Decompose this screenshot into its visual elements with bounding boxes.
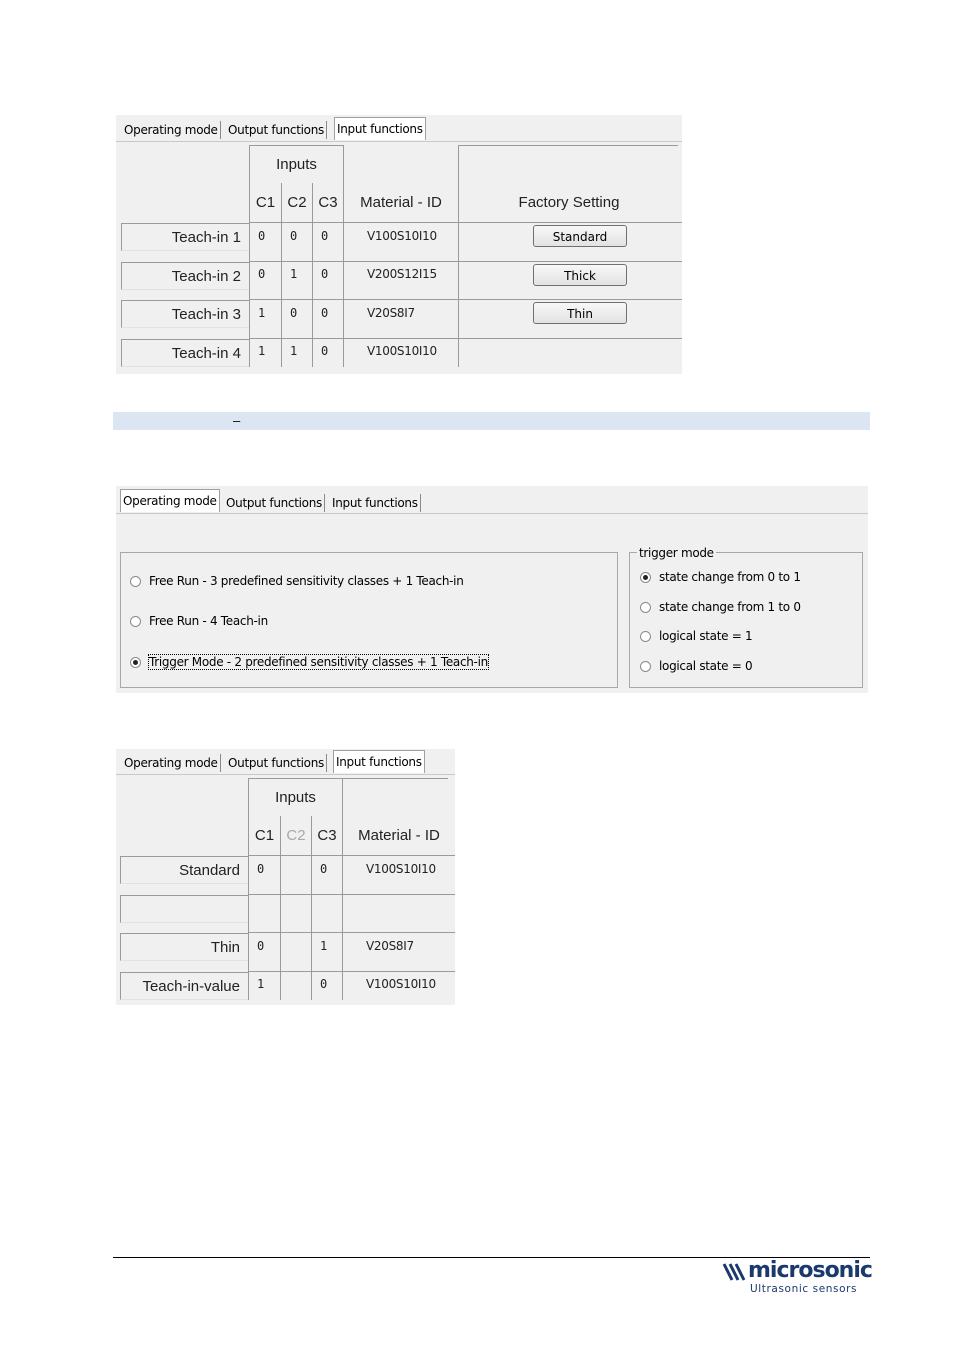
section-separator-bar bbox=[113, 412, 870, 430]
cell-material-id: V100S10I10 bbox=[366, 977, 436, 991]
cell-c1: 1 bbox=[258, 306, 266, 320]
c1-header: C1 bbox=[254, 827, 275, 844]
wave-icon bbox=[722, 1262, 748, 1282]
cell-c1: 0 bbox=[258, 229, 266, 243]
row-label-teach-in-2: Teach-in 2 bbox=[121, 262, 249, 290]
cell-material-id: V100S10I10 bbox=[366, 862, 436, 876]
radio-button-selected[interactable] bbox=[130, 657, 141, 668]
c2-header: C2 bbox=[287, 194, 307, 211]
row-separator bbox=[249, 222, 682, 223]
row-label-empty bbox=[120, 895, 248, 923]
option-label: state change from 1 to 0 bbox=[659, 600, 801, 614]
cell-c1: 1 bbox=[257, 977, 265, 991]
input-functions-panel-1 bbox=[116, 115, 682, 374]
cell-c2: 1 bbox=[290, 344, 298, 358]
row-separator bbox=[248, 932, 455, 933]
cell-c1: 0 bbox=[257, 862, 265, 876]
c1-header: C1 bbox=[255, 194, 276, 211]
input-functions-panel-2 bbox=[116, 749, 455, 1005]
inputs-header: Inputs bbox=[276, 156, 317, 173]
option-label: Free Run - 3 predefined sensitivity classes + 1 Teach-in bbox=[149, 574, 464, 588]
option-label: state change from 0 to 1 bbox=[659, 570, 801, 584]
cell-c2: 1 bbox=[290, 267, 298, 281]
cell-c1: 0 bbox=[257, 939, 265, 953]
tab-baseline bbox=[116, 774, 455, 775]
radio-button[interactable] bbox=[640, 602, 651, 613]
trigger-state-change-0-to-1[interactable] bbox=[640, 570, 801, 584]
cell-c3: 0 bbox=[320, 862, 328, 876]
grid-line bbox=[248, 778, 249, 1000]
trigger-logical-state-0[interactable] bbox=[640, 659, 752, 673]
material-id-header: Material - ID bbox=[360, 194, 442, 211]
row-label-teach-in-4: Teach-in 4 bbox=[121, 339, 249, 367]
grid-line bbox=[342, 778, 448, 779]
cell-c3: 0 bbox=[321, 344, 329, 358]
cell-c3: 0 bbox=[321, 267, 329, 281]
tab-operating-mode[interactable]: Operating mode bbox=[122, 121, 221, 139]
row-label-thin: Thin bbox=[120, 933, 248, 961]
option-label: Free Run - 4 Teach-in bbox=[149, 614, 268, 628]
trigger-mode-option[interactable] bbox=[130, 655, 488, 669]
factory-setting-header: Factory Setting bbox=[518, 194, 620, 211]
inputs-header: Inputs bbox=[275, 789, 316, 806]
trigger-state-change-1-to-0[interactable] bbox=[640, 600, 801, 614]
row-separator bbox=[248, 971, 455, 972]
row-separator bbox=[248, 894, 455, 895]
cell-c1: 0 bbox=[258, 267, 266, 281]
brand-tagline: Ultrasonic sensors bbox=[750, 1283, 858, 1295]
option-label: logical state = 1 bbox=[659, 629, 753, 643]
microsonic-logo bbox=[722, 1258, 872, 1298]
tab-operating-mode[interactable]: Operating mode bbox=[120, 489, 220, 512]
trigger-logical-state-1[interactable] bbox=[640, 629, 752, 643]
grid-line bbox=[342, 778, 343, 1000]
tab-operating-mode[interactable]: Operating mode bbox=[122, 754, 221, 772]
thick-button[interactable]: Thick bbox=[533, 264, 627, 286]
radio-button[interactable] bbox=[130, 616, 141, 627]
row-separator bbox=[248, 855, 455, 856]
cell-c2: 0 bbox=[290, 229, 298, 243]
tab-output-functions[interactable]: Output functions bbox=[226, 121, 327, 139]
radio-button-selected[interactable] bbox=[640, 572, 651, 583]
row-separator bbox=[249, 261, 682, 262]
operating-mode-panel bbox=[116, 486, 868, 693]
tab-output-functions[interactable]: Output functions bbox=[224, 494, 325, 512]
row-label-standard: Standard bbox=[120, 856, 248, 884]
row-separator bbox=[249, 338, 682, 339]
free-run-3-classes-option[interactable] bbox=[130, 574, 464, 588]
tab-output-functions[interactable]: Output functions bbox=[226, 754, 327, 772]
cell-c1: 1 bbox=[258, 344, 266, 358]
cell-material-id: V100S10I10 bbox=[367, 229, 437, 243]
grid-line bbox=[458, 145, 459, 367]
standard-button[interactable]: Standard bbox=[533, 225, 627, 247]
row-label-teach-in-value: Teach-in-value bbox=[120, 972, 248, 1000]
option-label: logical state = 0 bbox=[659, 659, 753, 673]
cell-material-id: V20S8I7 bbox=[367, 306, 415, 320]
cell-material-id: V200S12I15 bbox=[367, 267, 437, 281]
free-run-4-teach-in-option[interactable] bbox=[130, 614, 268, 628]
tab-input-functions[interactable]: Input functions bbox=[334, 117, 426, 140]
grid-line bbox=[458, 145, 678, 146]
brand-name: microsonic bbox=[748, 1258, 872, 1283]
cell-c2: 0 bbox=[290, 306, 298, 320]
trigger-mode-legend: trigger mode bbox=[639, 546, 714, 560]
tab-baseline bbox=[116, 513, 868, 514]
cell-c3: 1 bbox=[320, 939, 328, 953]
c3-header: C3 bbox=[317, 827, 337, 844]
grid-line bbox=[249, 145, 250, 367]
row-label-teach-in-1: Teach-in 1 bbox=[121, 223, 249, 251]
thin-button[interactable]: Thin bbox=[533, 302, 627, 324]
tab-baseline bbox=[116, 141, 682, 142]
tab-input-functions[interactable]: Input functions bbox=[330, 494, 421, 512]
radio-button[interactable] bbox=[640, 631, 651, 642]
cell-c3: 0 bbox=[321, 306, 329, 320]
tab-input-functions[interactable]: Input functions bbox=[333, 750, 425, 773]
row-separator bbox=[249, 299, 682, 300]
material-id-header: Material - ID bbox=[358, 827, 440, 844]
radio-button[interactable] bbox=[640, 661, 651, 672]
c3-header: C3 bbox=[318, 194, 338, 211]
cell-c3: 0 bbox=[320, 977, 328, 991]
cell-c3: 0 bbox=[321, 229, 329, 243]
grid-line bbox=[249, 145, 344, 146]
radio-button[interactable] bbox=[130, 576, 141, 587]
row-label-teach-in-3: Teach-in 3 bbox=[121, 300, 249, 328]
c2-header-disabled: C2 bbox=[286, 827, 306, 844]
separator-dash: – bbox=[233, 413, 241, 428]
cell-material-id: V20S8I7 bbox=[366, 939, 414, 953]
option-label: Trigger Mode - 2 predefined sensitivity classes + 1 Teach-in bbox=[149, 655, 488, 669]
grid-line bbox=[248, 778, 343, 779]
cell-material-id: V100S10I10 bbox=[367, 344, 437, 358]
grid-line bbox=[343, 145, 344, 367]
